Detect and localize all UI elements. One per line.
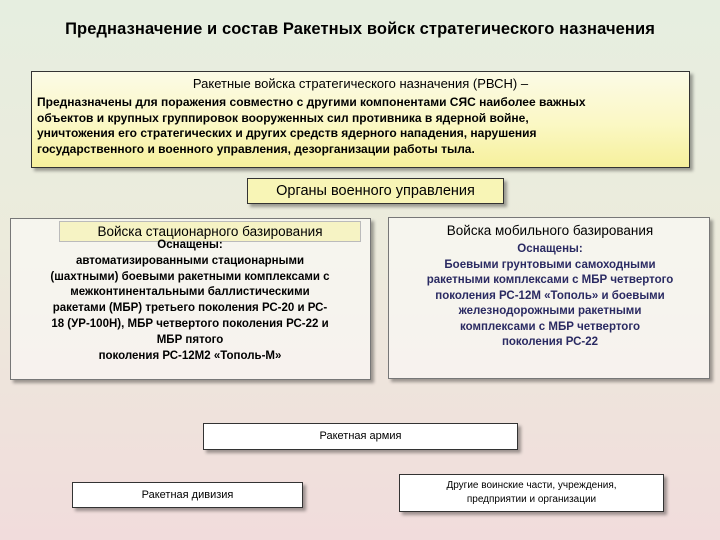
stationary-forces-heading: Войска стационарного базирования: [59, 221, 361, 242]
definition-line: уничтожения его стратегических и других средств ядерного нападения, нарушения: [37, 126, 537, 140]
stationary-line: 18 (УР-100Н), МБР четвертого поколения РС-22 и: [51, 317, 329, 330]
mobile-line: комплексами с МБР четвертого: [460, 320, 640, 333]
mobile-line: Боевыми грунтовыми самоходными: [444, 258, 656, 271]
page-title: Предназначение и состав Ракетных войск стратегического назначения: [65, 20, 655, 38]
stationary-line: поколения РС-12М2 «Тополь-М»: [98, 349, 282, 362]
stationary-line: автоматизированными стационарными: [75, 254, 305, 267]
definition-line: государственного и военного управления, дезорганизации работы тыла.: [37, 141, 475, 156]
mobile-forces-text: [392, 242, 708, 351]
mobile-line: Оснащены:: [517, 243, 583, 255]
rvsn-definition-heading: Ракетные войска стратегического назначения (РВСН) –: [192, 76, 529, 91]
mobile-line: ракетными комплексами с МБР четвертого: [426, 274, 674, 286]
missile-army-box: Ракетная армия: [203, 423, 518, 450]
other-units-box: [399, 474, 664, 512]
rvsn-definition-text: [37, 95, 687, 157]
other-units-line: предприятии и организации: [466, 494, 597, 505]
missile-division-box: Ракетная дивизия: [72, 482, 303, 508]
stationary-line: Оснащены:: [157, 239, 223, 251]
rvsn-definition-box: [31, 71, 690, 168]
mobile-line: поколения РС-22: [501, 336, 599, 348]
other-units-line: Другие воинские части, учреждения,: [446, 480, 617, 491]
stationary-line: ракетами (МБР) третьего поколения РС-20 и РС-: [52, 302, 328, 315]
mobile-line: железнодорожными ракетными: [458, 305, 642, 317]
military-command-box: Органы военного управления: [247, 178, 504, 204]
definition-line: объектов и крупных группировок вооруженных сил противника в ядерной войне,: [37, 110, 529, 125]
mobile-forces-heading: Войска мобильного базирования: [446, 223, 654, 238]
stationary-line: МБР пятого: [156, 333, 224, 346]
stationary-line: межконтинентальными баллистическими: [70, 286, 310, 299]
stationary-forces-text: [14, 238, 366, 364]
definition-line: Предназначены для поражения совместно с другими компонентами СЯС наиболее важных: [37, 95, 586, 109]
stationary-line: (шахтными) боевыми ракетными комплексами с: [50, 270, 330, 283]
mobile-line: поколения РС-12М «Тополь» и боевыми: [435, 289, 665, 302]
